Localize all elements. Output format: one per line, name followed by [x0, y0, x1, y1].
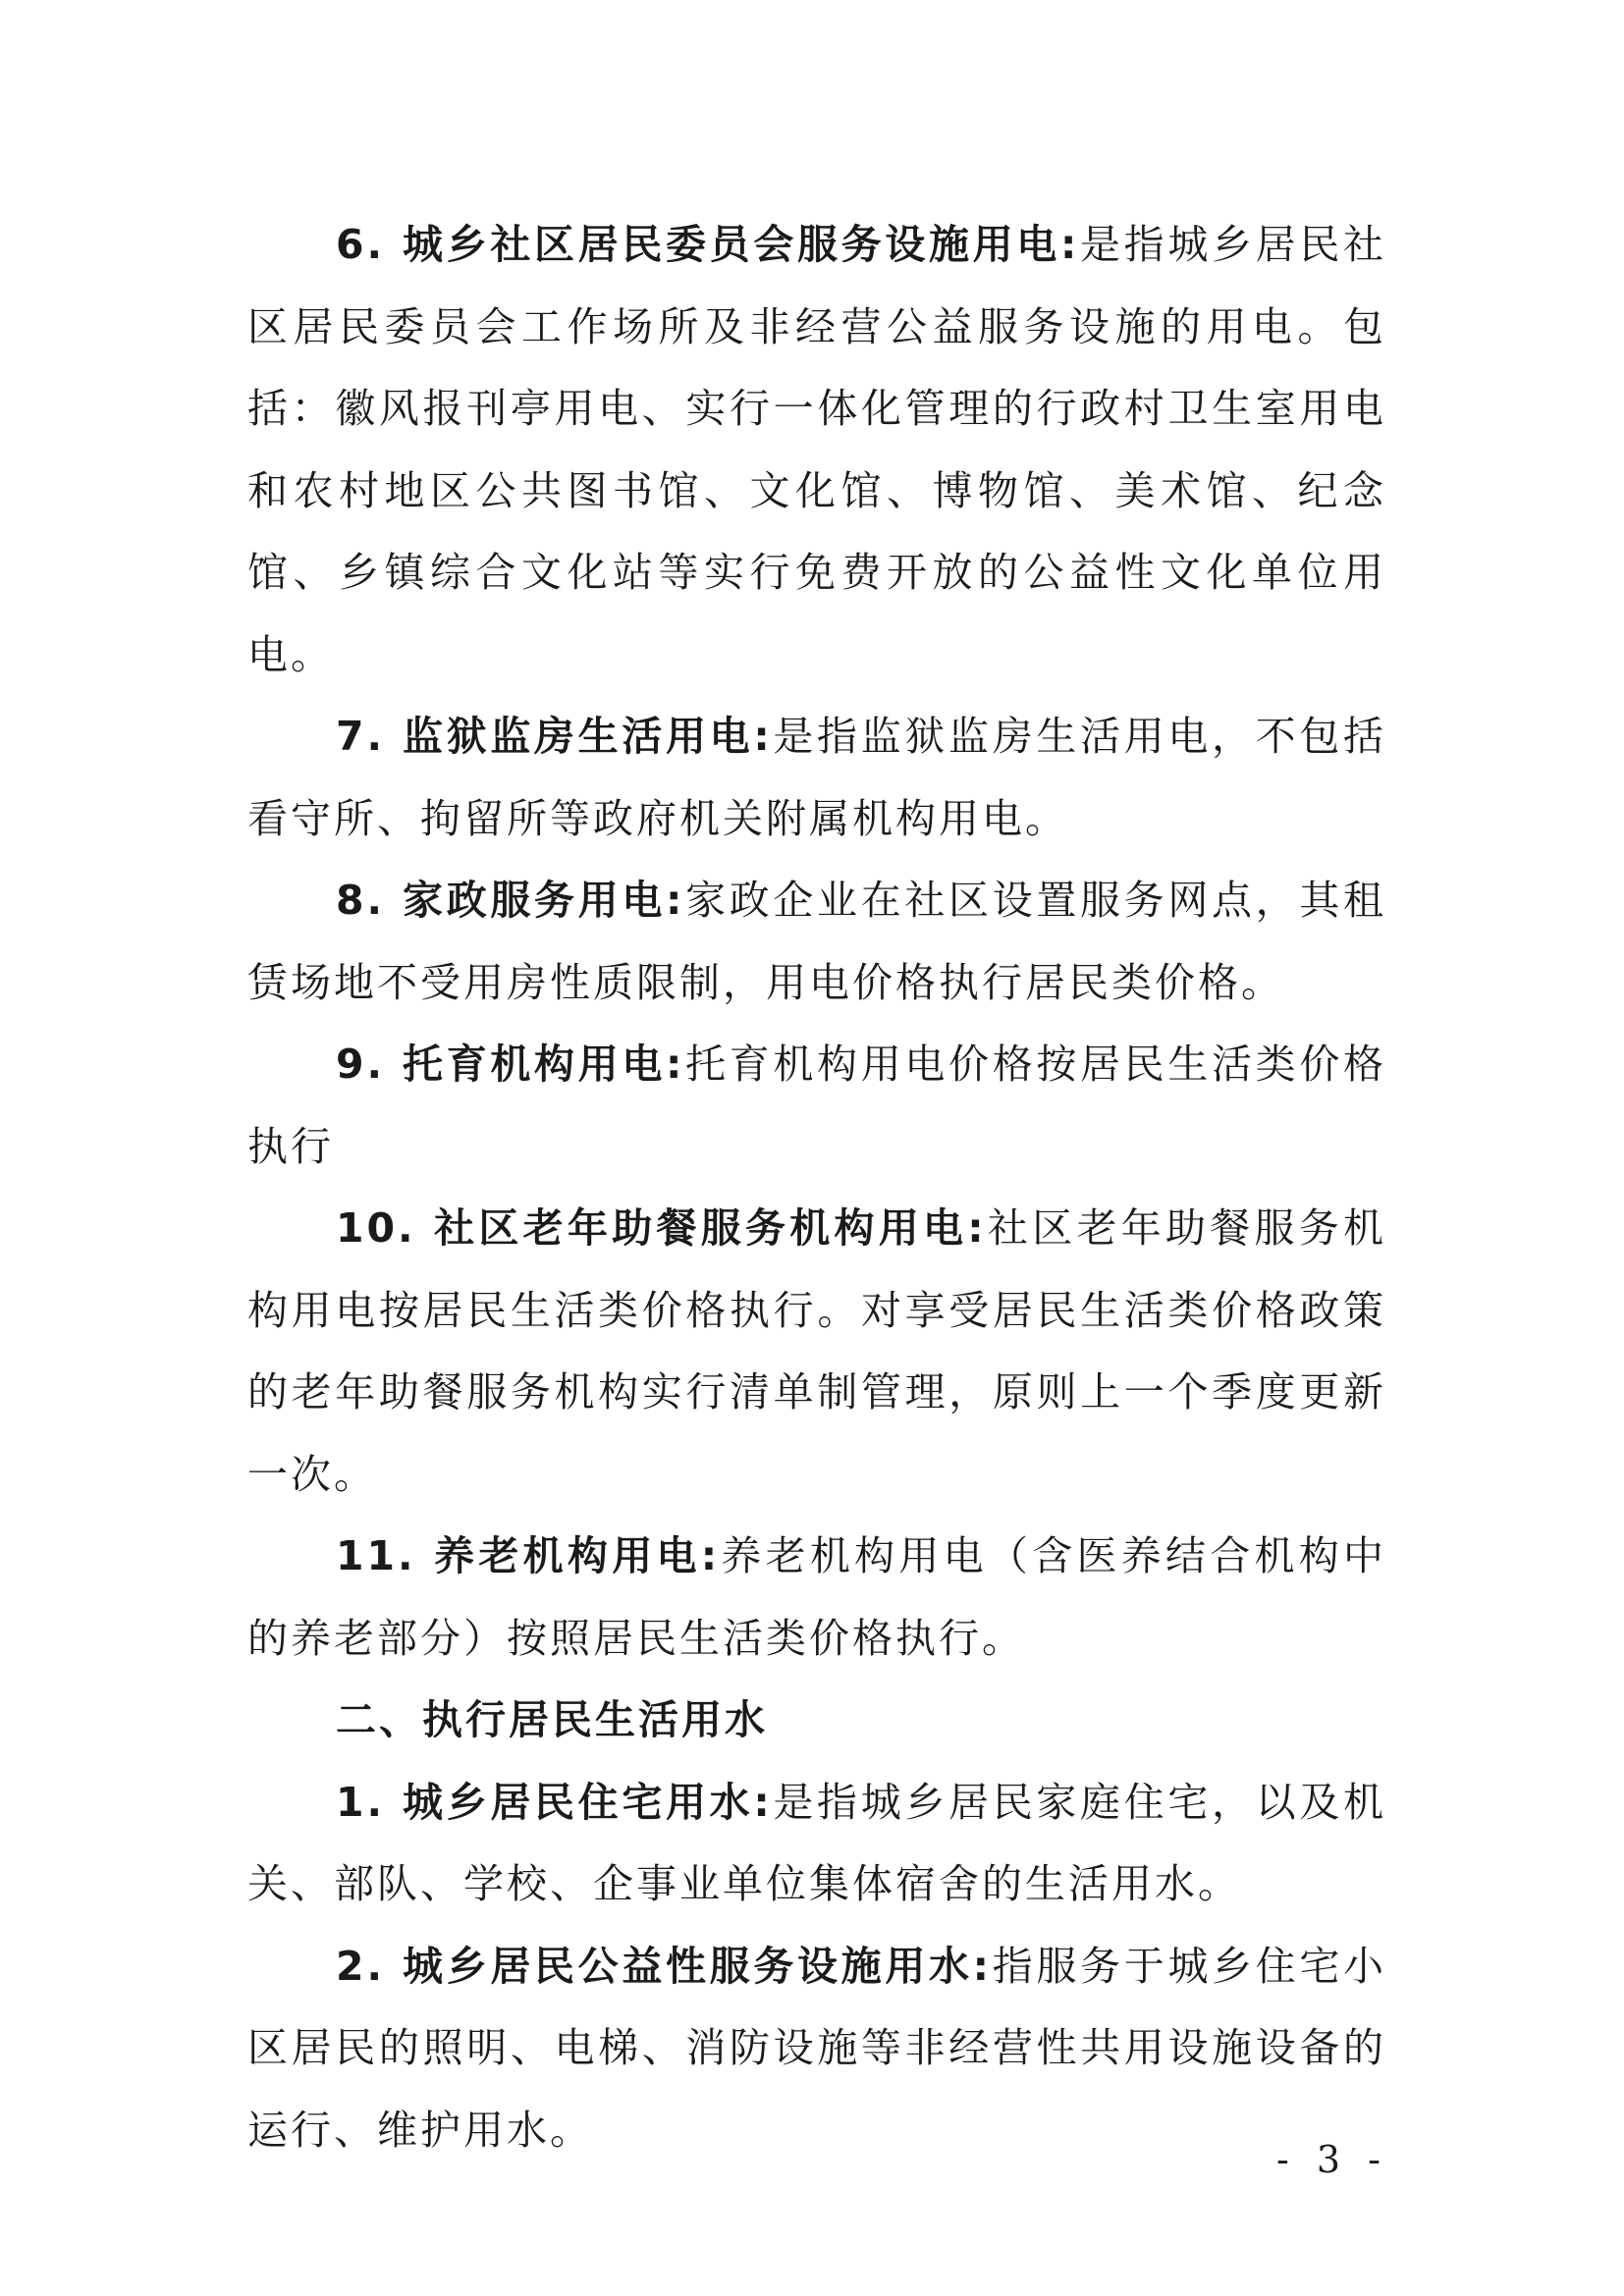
- paragraph-label: 9. 托育机构用电:: [336, 1041, 685, 1088]
- paragraph-housekeeping-electricity: [247, 860, 1386, 1024]
- paragraph-elderly-meal-electricity: [247, 1188, 1386, 1516]
- paragraph-label: 2. 城乡居民公益性服务设施用水:: [336, 1942, 993, 1990]
- page-number: - 3 -: [1275, 2138, 1388, 2181]
- paragraph-community-committee-electricity: [247, 204, 1386, 696]
- paragraph-elderly-care-electricity: [247, 1516, 1386, 1680]
- paragraph-residential-water: [247, 1762, 1386, 1926]
- document-body: [247, 204, 1386, 2171]
- paragraph-label: 10. 社区老年助餐服务机构用电:: [336, 1204, 987, 1252]
- paragraph-public-facility-water: [247, 1926, 1386, 2172]
- paragraph-label: 1. 城乡居民住宅用水:: [336, 1778, 773, 1826]
- section-heading-water: 二、执行居民生活用水: [336, 1696, 768, 1743]
- paragraph-text: 社区老年助餐服务机构用电按居民生活类价格执行。对享受居民生活类价格政策的老年助餐服务机构实行清单制管理，原则上一个季度更新一次。: [247, 1204, 1386, 1498]
- paragraph-label: 7. 监狱监房生活用电:: [336, 713, 773, 760]
- paragraph-label: 8. 家政服务用电:: [336, 877, 685, 924]
- paragraph-text: 托育机构用电价格按居民生活类价格执行: [247, 1041, 1386, 1170]
- paragraph-text: 是指城乡居民家庭住宅，以及机关、部队、学校、企事业单位集体宿舍的生活用水。: [247, 1778, 1386, 1907]
- paragraph-label: 6. 城乡社区居民委员会服务设施用电:: [336, 221, 1080, 268]
- paragraph-text: 是指城乡居民社区居民委员会工作场所及非经营公益服务设施的用电。包括：徽风报刊亭用电、实行一体化管理的行政村卫生室用电和农村地区公共图书馆、文化馆、博物馆、美术馆、纪念馆、乡镇综合文化站等实行免费开放的公益性文化单位用电。: [247, 221, 1386, 678]
- paragraph-prison-electricity: [247, 696, 1386, 860]
- paragraph-label: 11. 养老机构用电:: [336, 1532, 721, 1579]
- paragraph-text: 养老机构用电（含医养结合机构中的养老部分）按照居民生活类价格执行。: [247, 1532, 1387, 1662]
- paragraph-text: 是指监狱监房生活用电，不包括看守所、拘留所等政府机关附属机构用电。: [247, 713, 1386, 842]
- paragraph-childcare-electricity: [247, 1024, 1386, 1188]
- paragraph-text: 家政企业在社区设置服务网点，其租赁场地不受用房性质限制，用电价格执行居民类价格。: [247, 877, 1386, 1006]
- paragraph-text: 指服务于城乡住宅小区居民的照明、电梯、消防设施等非经营性共用设施设备的运行、维护用水。: [247, 1942, 1387, 2154]
